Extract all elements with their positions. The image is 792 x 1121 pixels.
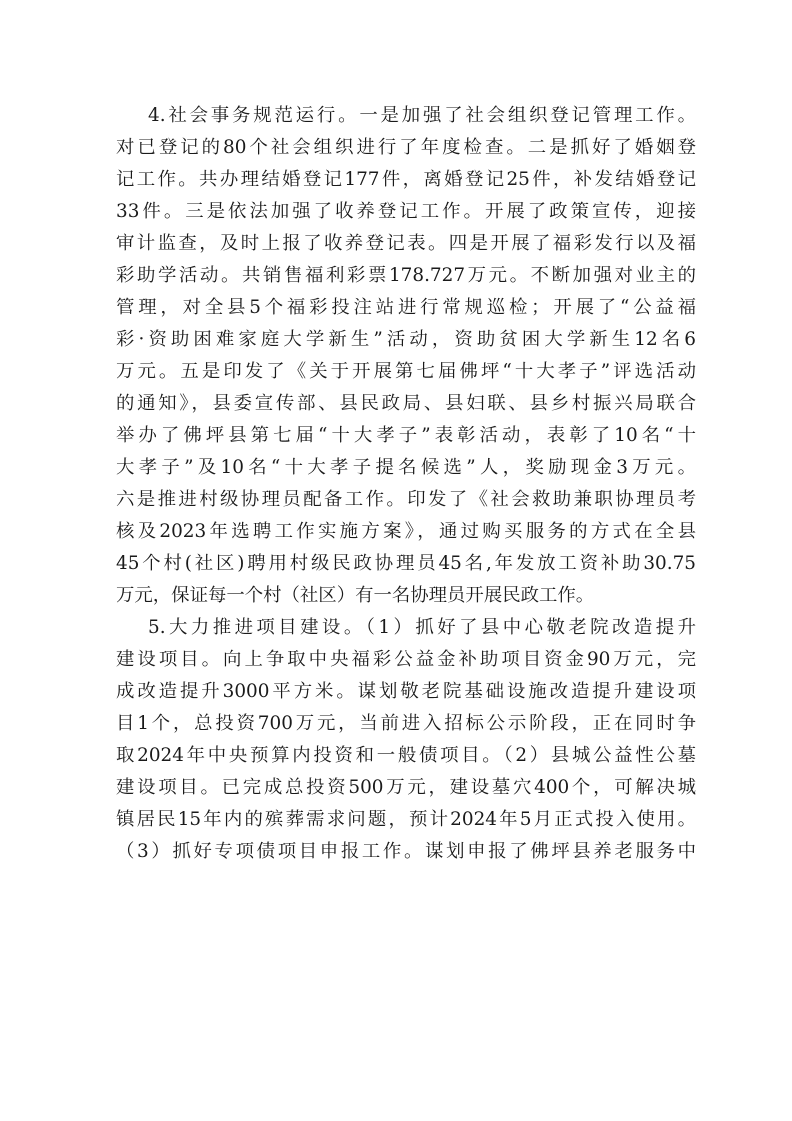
text-line: 核及2023年选聘工作实施方案》，通过购买服务的方式在全县 (116, 521, 696, 542)
text-line: 4.社会事务规范运行。一是加强了社会组织登记管理工作。 (148, 105, 696, 126)
text-line: 33件。三是依法加强了收养登记工作。开展了政策宣传，迎接 (116, 201, 696, 222)
text-line: 大孝子”及10名“十大孝子提名候选”人，奖励现金3万元。 (116, 457, 696, 478)
text-line: 的通知》，县委宣传部、县民政局、县妇联、县乡村振兴局联合 (116, 393, 696, 414)
text-line: 审计监查，及时上报了收养登记表。四是开展了福彩发行以及福 (116, 233, 696, 254)
text-line: 45个村(社区)聘用村级民政协理员45名,年发放工资补助30.75 (116, 553, 696, 574)
text-line: 管理，对全县5个福彩投注站进行常规巡检；开展了“公益福 (116, 297, 696, 318)
text-line: 举办了佛坪县第七届“十大孝子”表彰活动，表彰了10名“十 (116, 425, 696, 446)
text-line: 万元。五是印发了《关于开展第七届佛坪“十大孝子”评选活动 (116, 361, 696, 382)
text-line: 建设项目。向上争取中央福彩公益金补助项目资金90万元，完 (116, 649, 696, 670)
text-line: 彩助学活动。共销售福利彩票178.727万元。不断加强对业主的 (116, 265, 696, 286)
text-line: 对已登记的80个社会组织进行了年度检查。二是抓好了婚姻登 (116, 137, 696, 158)
text-line: 成改造提升3000平方米。谋划敬老院基础设施改造提升建设项 (116, 681, 696, 702)
text-line: 镇居民15年内的殡葬需求问题，预计2024年5月正式投入使用。 (116, 809, 696, 830)
text-line: 目1个，总投资700万元，当前进入招标公示阶段，正在同时争 (116, 713, 696, 734)
text-line: 彩·资助困难家庭大学新生”活动，资助贫困大学新生12名6 (116, 329, 696, 350)
text-line: 万元，保证每一个村（社区）有一名协理员开展民政工作。 (116, 585, 595, 606)
text-line: 六是推进村级协理员配备工作。印发了《社会救助兼职协理员考 (116, 489, 696, 510)
document-body (116, 100, 696, 868)
text-line: （3）抓好专项债项目申报工作。谋划申报了佛坪县养老服务中 (116, 841, 696, 862)
text-line: 取2024年中央预算内投资和一般债项目。（2）县城公益性公墓 (116, 745, 696, 766)
text-line: 建设项目。已完成总投资500万元，建设墓穴400个，可解决城 (116, 777, 696, 798)
text-line: 记工作。共办理结婚登记177件，离婚登记25件，补发结婚登记 (116, 169, 696, 190)
text-line: 5.大力推进项目建设。（1）抓好了县中心敬老院改造提升 (148, 617, 696, 638)
